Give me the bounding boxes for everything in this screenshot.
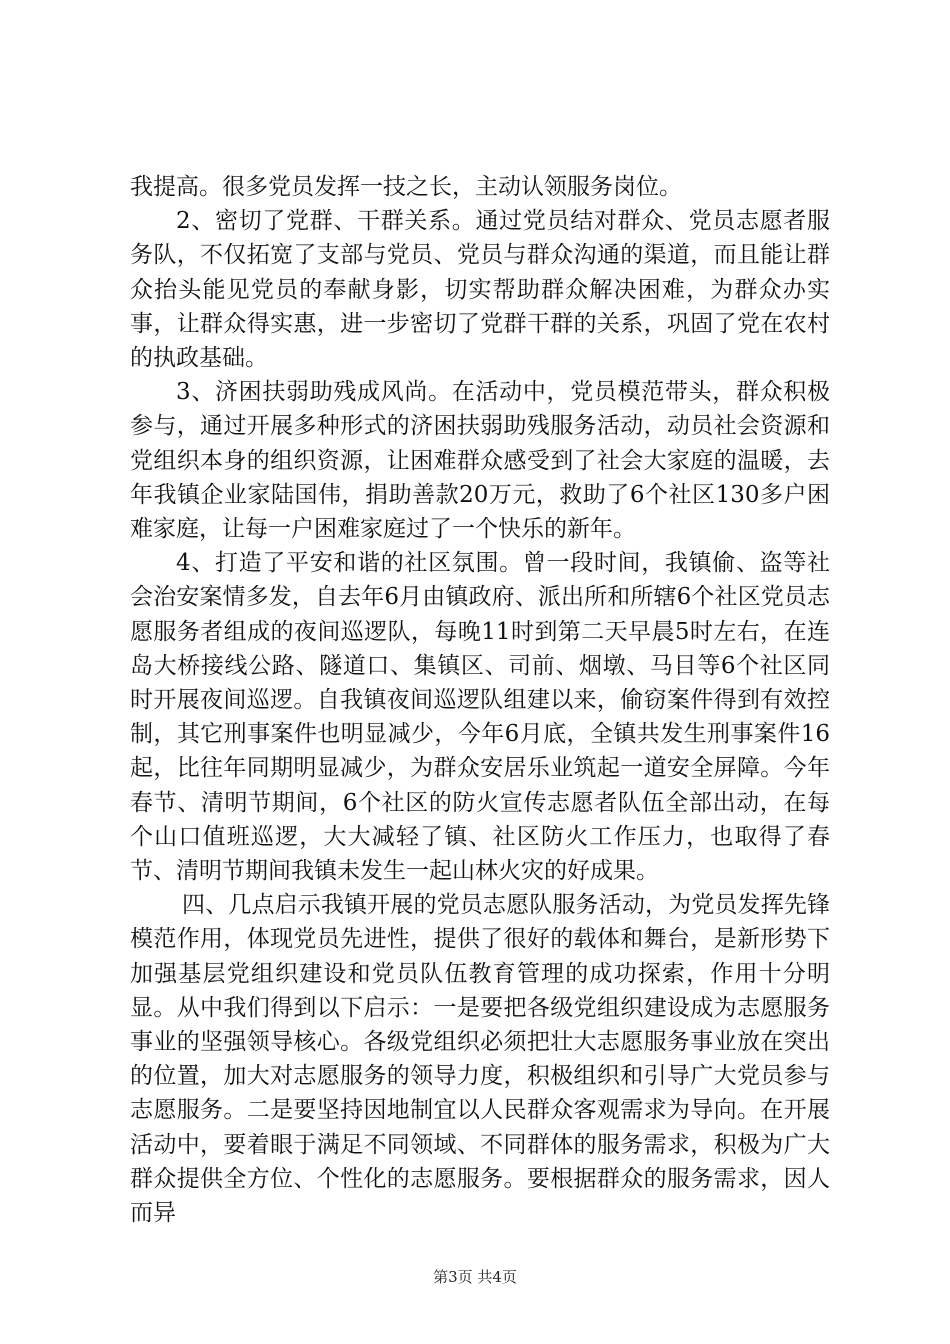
paragraph-item-2: 2、密切了党群、干群关系。通过党员结对群众、党员志愿者服务队，不仅拓宽了支部与党员、党员与群众沟通的渠道，而且能让群众抬头能见党员的奉献身影，切实帮助群众解决困难，为群众办实事，让群众得实惠，进一步密切了党群干群的关系，巩固了党在农村的执政基础。 bbox=[130, 208, 830, 372]
page-footer: 第3页 共4页 bbox=[433, 1268, 517, 1286]
paragraph-item-4: 4、打造了平安和谐的社区氛围。曾一段时间，我镇偷、盗等社会治安案情多发，自去年6月由镇政府、派出所和所辖6个社区党员志愿服务者组成的夜间巡逻队，每晚11时到第二天早晨5时左右，在连岛大桥接线公路、隧道口、集镇区、司前、烟墩、马目等6个社区同时开展夜间巡逻。自我镇夜间巡逻队组建以来，偷窃案件得到有效控制，其它刑事案件也明显减少，今年6月底，全镇共发生刑事案件16起，比往年同期明显减少，为群众安居乐业筑起一道安全屏障。今年春节、清明节期间，6个社区的防火宣传志愿者队伍全部出动，在每个山口值班巡逻，大大减轻了镇、社区防火工作压力，也取得了春节、清明节期间我镇未发生一起山林火灾的好成果。 bbox=[130, 550, 830, 885]
paragraph-section-4: 四、几点启示我镇开展的党员志愿队服务活动，为党员发挥先锋模范作用，体现党员先进性，提供了很好的载体和舞台，是新形势下加强基层党组织建设和党员队伍教育管理的成功探索，作用十分明显。从中我们得到以下启示：一是要把各级党组织建设成为志愿服务事业的坚强领导核心。各级党组织必须把壮大志愿服务事业放在突出的位置，加大对志愿服务的领导力度，积极组织和引导广大党员参与志愿服务。二是要坚持因地制宜以人民群众客观需求为导向。在开展活动中，要着眼于满足不同领域、不同群体的服务需求，积极为广大群众提供全方位、个性化的志愿服务。要根据群众的服务需求，因人而异 bbox=[130, 892, 830, 1227]
document-body bbox=[130, 170, 830, 1230]
paragraph-item-3: 3、济困扶弱助残成风尚。在活动中，党员模范带头，群众积极参与，通过开展多种形式的济困扶弱助残服务活动，动员社会资源和党组织本身的组织资源，让困难群众感受到了社会大家庭的温暖，去年我镇企业家陆国伟，捐助善款20万元，救助了6个社区130多户困难家庭，让每一户困难家庭过了一个快乐的新年。 bbox=[130, 379, 830, 543]
paragraph-continuation: 我提高。很多党员发挥一技之长，主动认领服务岗位。 bbox=[130, 174, 682, 200]
